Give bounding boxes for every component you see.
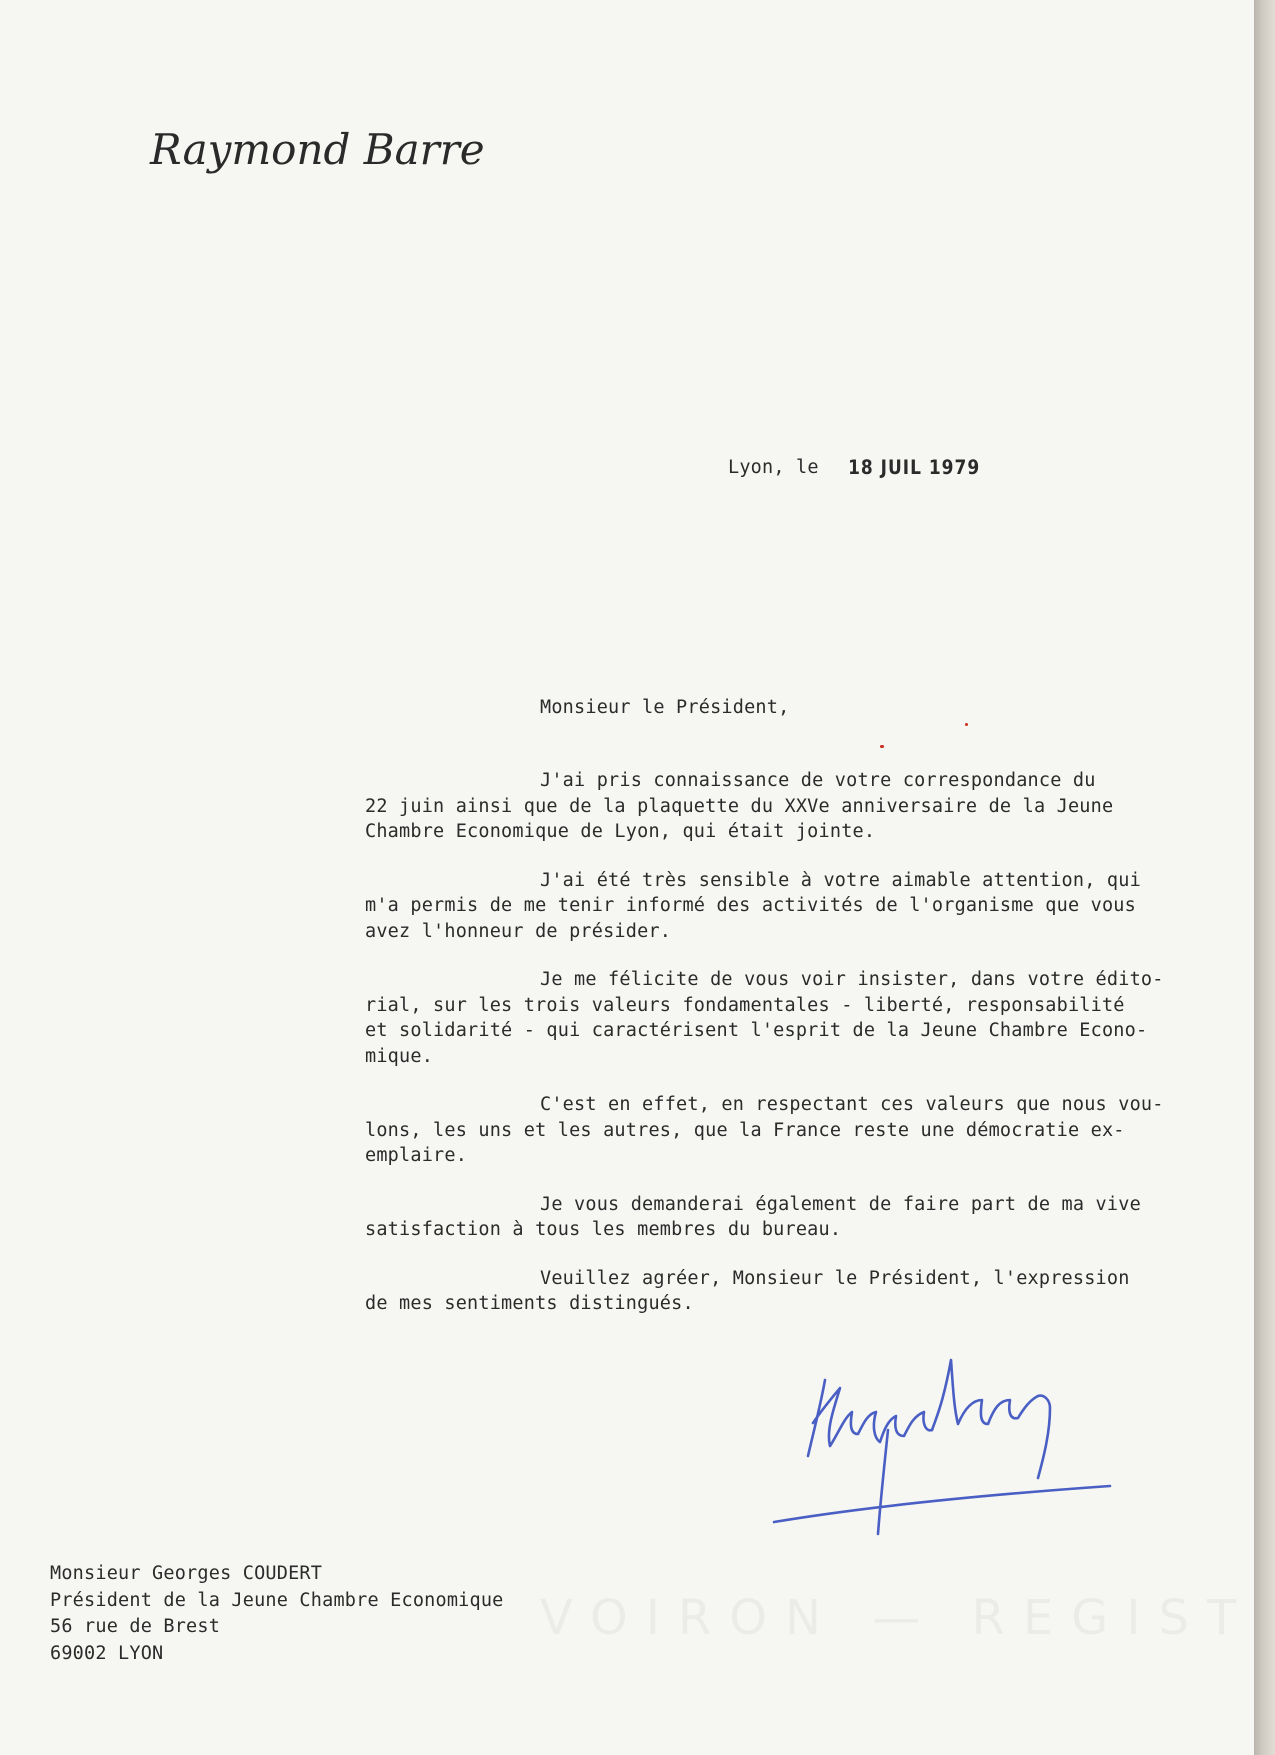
letter-body [365,768,1235,1340]
address-line: 56 rue de Brest [50,1616,221,1637]
address-line: Président de la Jeune Chambre Economique [50,1589,504,1611]
paragraph-line: mique. [365,1045,434,1067]
body-paragraph [365,868,1235,945]
paragraph-line: de mes sentiments distingués. [365,1293,694,1314]
date-stamp: 18 JUIL 1979 [848,456,981,480]
paragraph-line: C'est en effet, en respectant ces valeurs que nous vou- [540,1094,1164,1115]
paragraph-line: emplaire. [365,1145,468,1166]
paragraph-line: Je vous demanderai également de faire part de ma vive [540,1193,1141,1215]
letterhead-script-name [146,112,526,192]
handwritten-signature-image [768,1338,1118,1538]
ink-speck [880,745,884,748]
paragraph-line: Je me félicite de vous voir insister, dans votre édito- [540,969,1164,990]
paragraph-line: J'ai pris connaissance de votre correspondance du [540,770,1096,791]
paper-watermark [540,1590,1240,1646]
paragraph-line: m'a permis de me tenir informé des activités de l'organisme que vous [365,895,1136,916]
paragraph-line: lons, les uns et les autres, que la France reste une démocratie ex- [365,1119,1125,1141]
paragraph-line: J'ai été très sensible à votre aimable attention, qui [540,869,1141,891]
date-line [728,457,980,478]
address-line: 69002 LYON [50,1642,164,1664]
date-prefix: Lyon, le [728,457,819,478]
paragraph-line: Veuillez agréer, Monsieur le Président, l'expression [540,1267,1130,1289]
paragraph-line: avez l'honneur de présider. [365,920,672,942]
letterhead-text: Raymond Barre [150,125,485,174]
address-line: Monsieur Georges COUDERT [50,1563,323,1584]
body-paragraph [365,1192,1235,1243]
body-paragraph [365,967,1235,1069]
paragraph-line: rial, sur les trois valeurs fondamentales - liberté, responsabilité [365,994,1125,1016]
ink-speck [965,723,968,726]
paragraph-line: 22 juin ainsi que de la plaquette du XXVe anniversaire de la Jeune [365,795,1114,817]
signature [768,1338,1118,1538]
salutation: Monsieur le Président, [540,697,790,718]
body-paragraph [365,1266,1235,1317]
body-paragraph [365,1092,1235,1169]
paragraph-line: et solidarité - qui caractérisent l'esprit de la Jeune Chambre Econo- [365,1020,1148,1041]
paragraph-line: satisfaction à tous les membres du bureau. [365,1219,842,1240]
scanner-edge [1254,0,1275,1755]
body-paragraph [365,768,1235,845]
paragraph-line: Chambre Economique de Lyon, qui était jointe. [365,821,876,842]
letterhead-logo [146,112,526,192]
